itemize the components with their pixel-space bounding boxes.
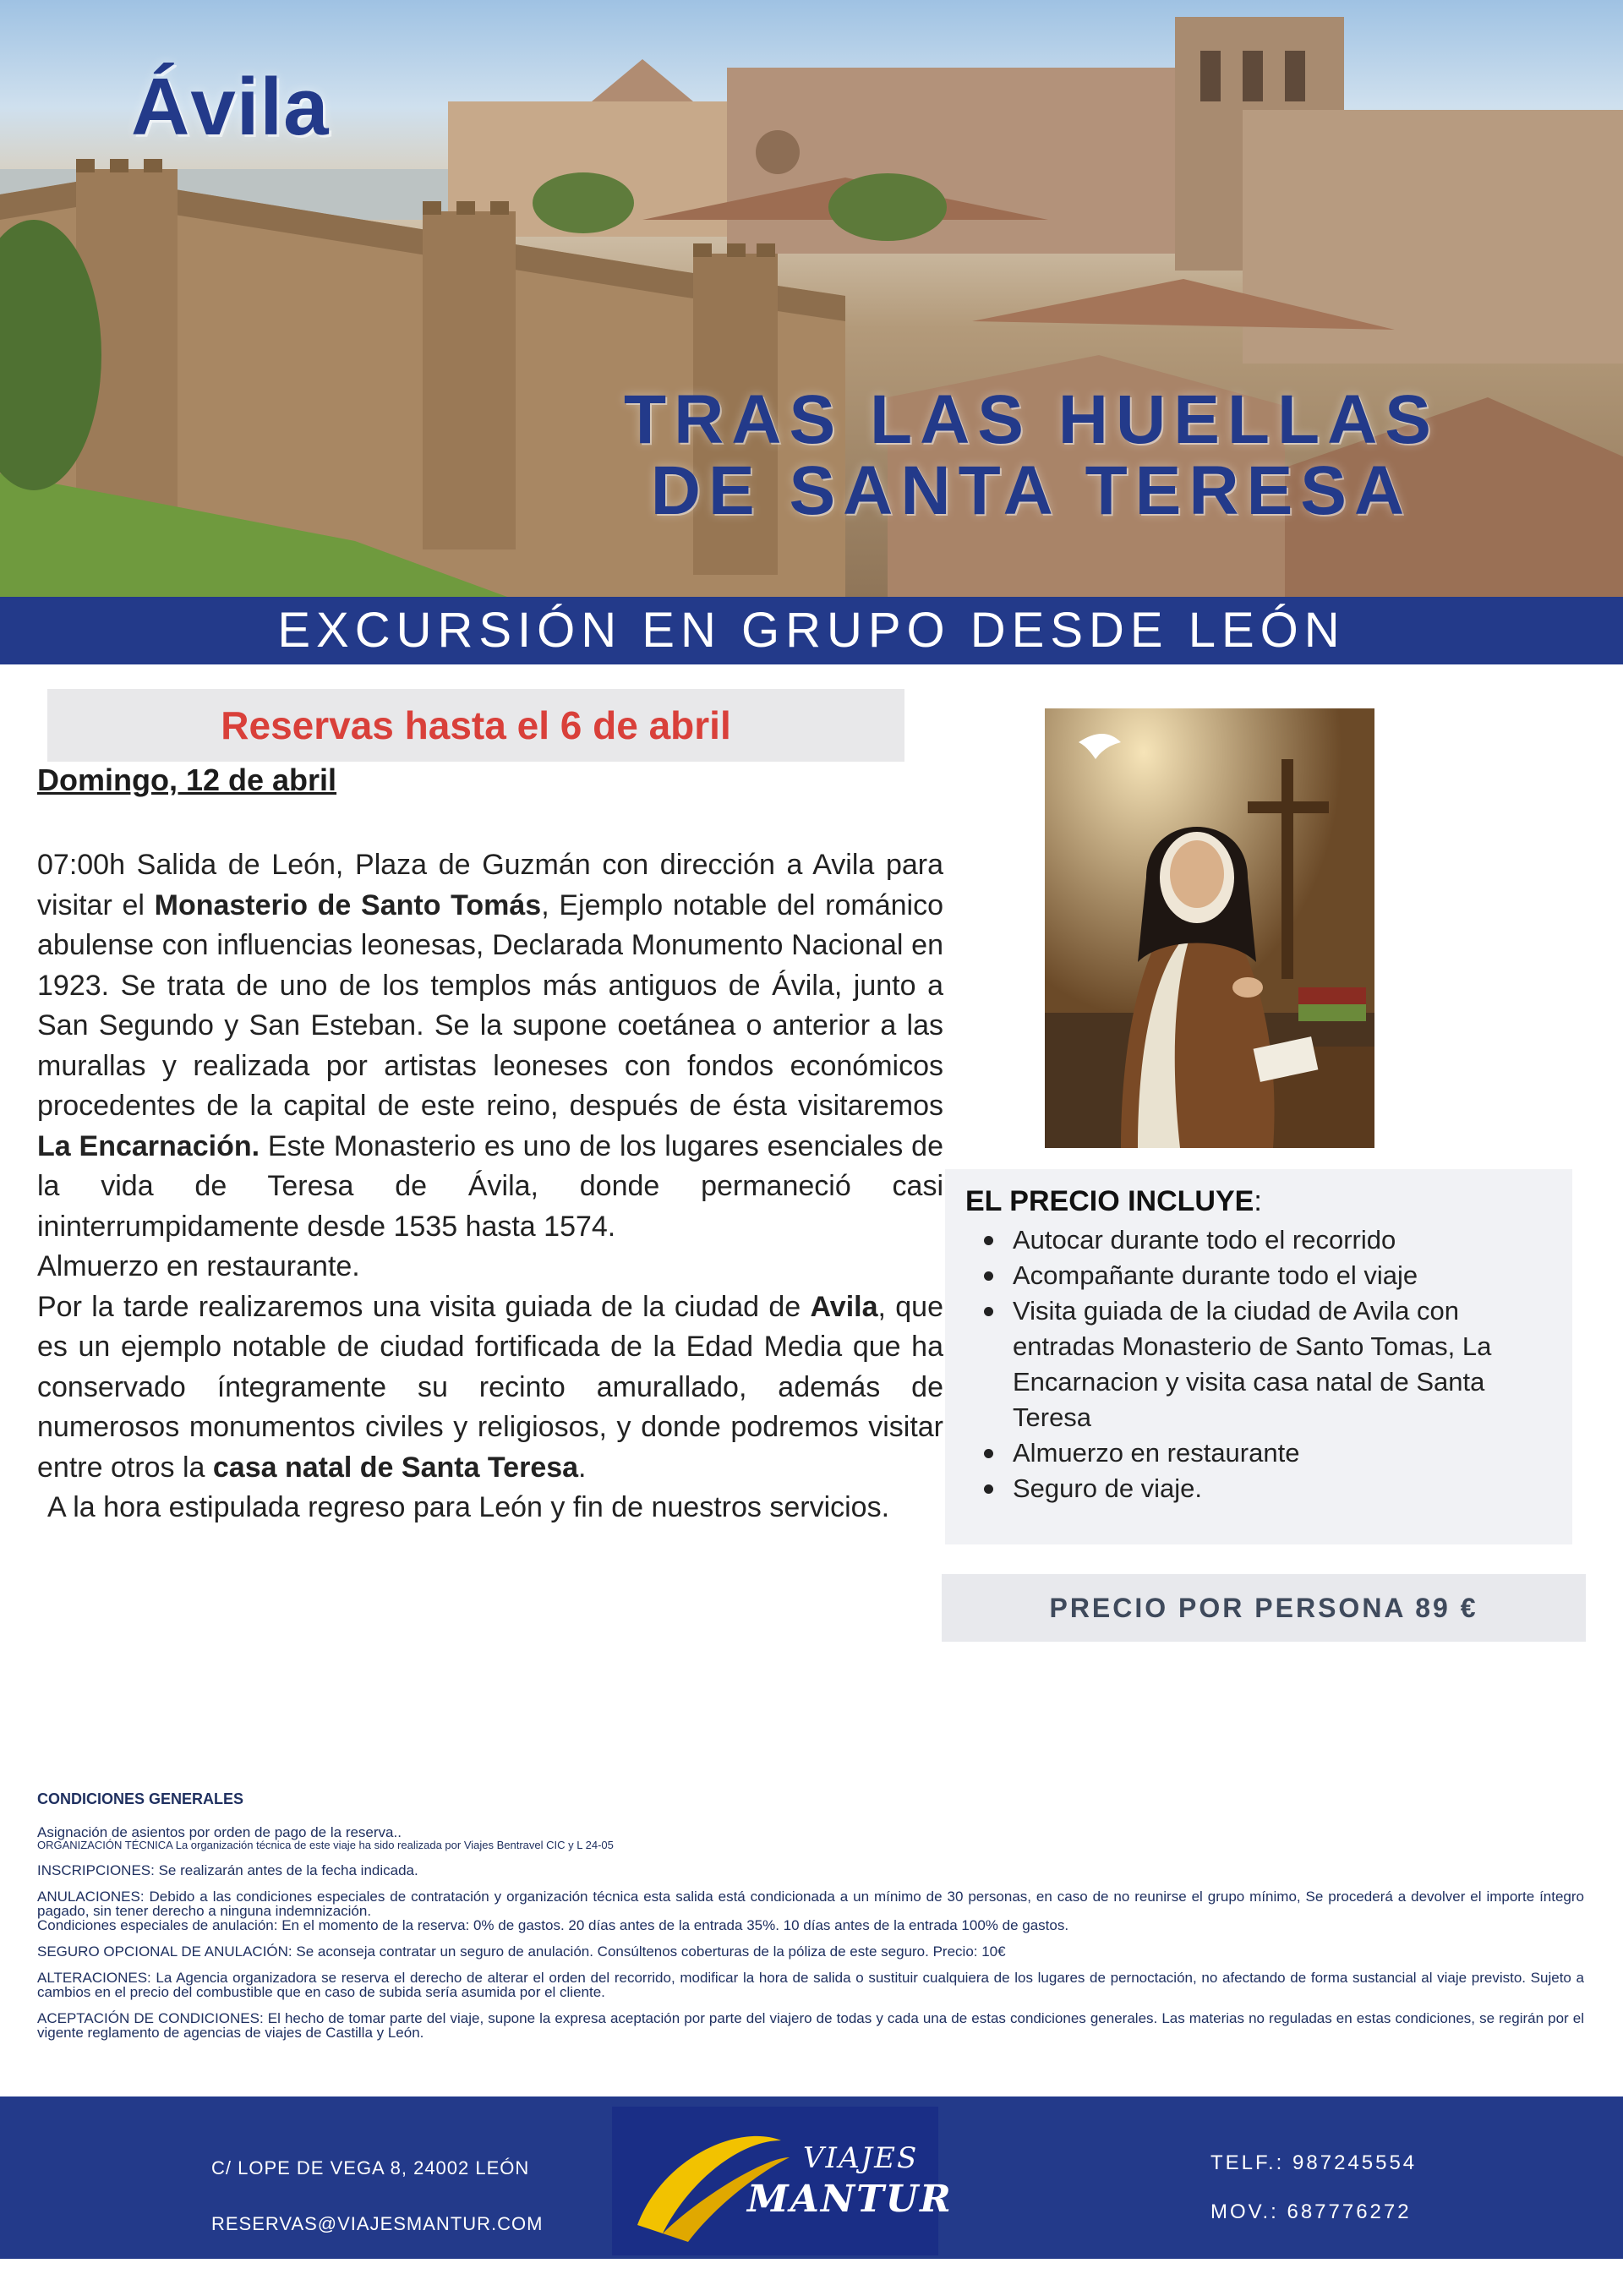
casa-natal-label: casa natal de Santa Teresa [212, 1451, 579, 1484]
list-item: Seguro de viaje. [965, 1471, 1557, 1506]
conditions-line: ALTERACIONES: La Agencia organizadora se reserva el derecho de alterar el orden del recorrido, modificar la hora de salida o sustituir cualquiera de los lugares de pernoctación, no afectando de forma sustancial al viaje previsto. Sujeto a cambios en el precio del combustible que en caso de subida sería asumida por el cliente. [37, 1970, 1584, 2000]
footer-contact-right [1210, 2139, 1417, 2237]
conditions-line: Condiciones especiales de anulación: En el momento de la reserva: 0% de gastos. 20 días antes de la entrada 35%. 10 días antes de la entrada 100% de gastos. [37, 1917, 1069, 1933]
conditions-paragraph [37, 1944, 1584, 1959]
conditions-line: ANULACIONES: Debido a las condiciones especiales de contratación y organización técnica esta salida está condicionada a un mínimo de 30 personas, en caso de no reunirse el grupo mínimo, Se procederá a devolver el importe íntegro pagado, sin tener derecho a ninguna indemnización. [37, 1889, 1584, 1919]
conditions-line: SEGURO OPCIONAL DE ANULACIÓN: Se aconseja contratar un seguro de anulación. Consúltenos coberturas de la póliza de este seguro. Precio: 10€ [37, 1943, 1006, 1960]
list-item: Visita guiada de la ciudad de Avila con entradas Monasterio de Santo Tomas, La Encarnacion y visita casa natal de Santa Teresa [965, 1293, 1557, 1435]
list-item: Autocar durante todo el recorrido [965, 1222, 1557, 1258]
town-name: Ávila [131, 62, 330, 152]
list-item: Acompañante durante todo el viaje [965, 1258, 1557, 1293]
conditions-paragraph [37, 2011, 1584, 2040]
itinerary-text-run: . [578, 1451, 587, 1484]
conditions-line: INSCRIPCIONES: Se realizarán antes de la fecha indicada. [37, 1862, 418, 1878]
hero-image [0, 0, 1623, 597]
monastery-santo-tomas-label: Monasterio de Santo Tomás [154, 888, 542, 921]
itinerary-text-run: Por la tarde realizaremos una visita guiada de la ciudad de [37, 1290, 811, 1323]
phone-number[interactable]: TELF.: 987245554 [1210, 2151, 1418, 2174]
trip-title-line-2: DE SANTA TERESA [650, 452, 1413, 529]
mobile-number[interactable]: MOV.: 687776272 [1210, 2200, 1412, 2223]
conditions-paragraph [37, 1863, 1584, 1878]
trip-title-line-1: TRAS LAS HUELLAS [624, 381, 1439, 458]
includes-title-colon: : [1254, 1185, 1262, 1217]
itinerary-paragraph [37, 1287, 943, 1489]
itinerary-text-run: Este Monasterio es uno de los lugares esenciales de la vida de Teresa de Ávila, donde permaneció casi ininterrumpidamente desde 1535 hasta 1574. [37, 1129, 943, 1243]
general-conditions [37, 1792, 1584, 2052]
itinerary-paragraph: Almuerzo en restaurante. [37, 1250, 360, 1282]
list-item: Almuerzo en restaurante [965, 1435, 1557, 1471]
includes-title-text: EL PRECIO INCLUYE [965, 1185, 1254, 1217]
avila-label: Avila [810, 1290, 878, 1323]
email-link[interactable]: RESERVAS@VIAJESMANTUR.COM [211, 2213, 544, 2234]
footer-contact-left [211, 2140, 543, 2252]
itinerary-text-run: , Ejemplo notable del románico abulense con influencias leonesas, Declarada Monumento Nacional en 1923. Se trata de uno de los templos más antiguos de Ávila, junto a San Segundo y San Esteban. Se la supone coetánea o anterior a las murallas y realizada por artistas leoneses con fondos económicos procedentes de la capital de este reino, después de ésta visitaremos [37, 888, 944, 1122]
includes-list [965, 1222, 1557, 1506]
santa-teresa-portrait [1045, 708, 1374, 1148]
la-encarnacion-label: La Encarnación. [37, 1129, 260, 1162]
itinerary-text-run: 07:00h Salida de León, Plaza de Guzmán con dirección a Avila para visitar el [37, 849, 943, 921]
trip-title [592, 381, 1471, 529]
conditions-line: ORGANIZACIÓN TÉCNICA La organización técnica de este viaje ha sido realizada por Viajes Bentravel CIC y L 24-05 [37, 1839, 614, 1851]
logo-text-viajes: VIAJES [803, 2141, 919, 2175]
trip-date: Domingo, 12 de abril [37, 763, 337, 797]
conditions-paragraph [37, 1971, 1584, 1999]
itinerary-paragraph [37, 845, 943, 1247]
excursion-banner: EXCURSIÓN EN GRUPO DESDE LEÓN [0, 597, 1623, 664]
price-per-person: PRECIO POR PERSONA 89 € [1049, 1593, 1478, 1623]
conditions-paragraph [37, 1825, 1584, 1851]
itinerary-text-run: , que es un ejemplo notable de ciudad fortificada de la Edad Media que ha conservado íntegramente su recinto amurallado, además de numerosos monumentos civiles y religiosos, y donde podremos visitar entre otros la [37, 1290, 944, 1484]
booking-deadline: Reservas hasta el 6 de abril [221, 703, 731, 747]
portrait-illustration [1045, 708, 1374, 1148]
conditions-title: CONDICIONES GENERALES [37, 1790, 244, 1807]
logo-text-mantur: MANTUR [747, 2178, 953, 2221]
address: C/ LOPE DE VEGA 8, 24002 LEÓN [211, 2157, 530, 2178]
conditions-line: ACEPTACIÓN DE CONDICIONES: El hecho de tomar parte del viaje, supone la expresa aceptación por parte del viajero de todas y cada una de estas condiciones generales. Las materias no reguladas en estas condiciones, se regirán por el vigente reglamento de agencias de viajes de Castilla y León. [37, 2010, 1584, 2041]
includes-title [965, 1185, 1262, 1218]
conditions-line: Asignación de asientos por orden de pago de la reserva.. [37, 1824, 402, 1840]
itinerary-text [37, 845, 943, 1528]
itinerary-paragraph: A la hora estipulada regreso para León y fin de nuestros servicios. [47, 1491, 890, 1523]
conditions-paragraph [37, 1889, 1584, 1932]
